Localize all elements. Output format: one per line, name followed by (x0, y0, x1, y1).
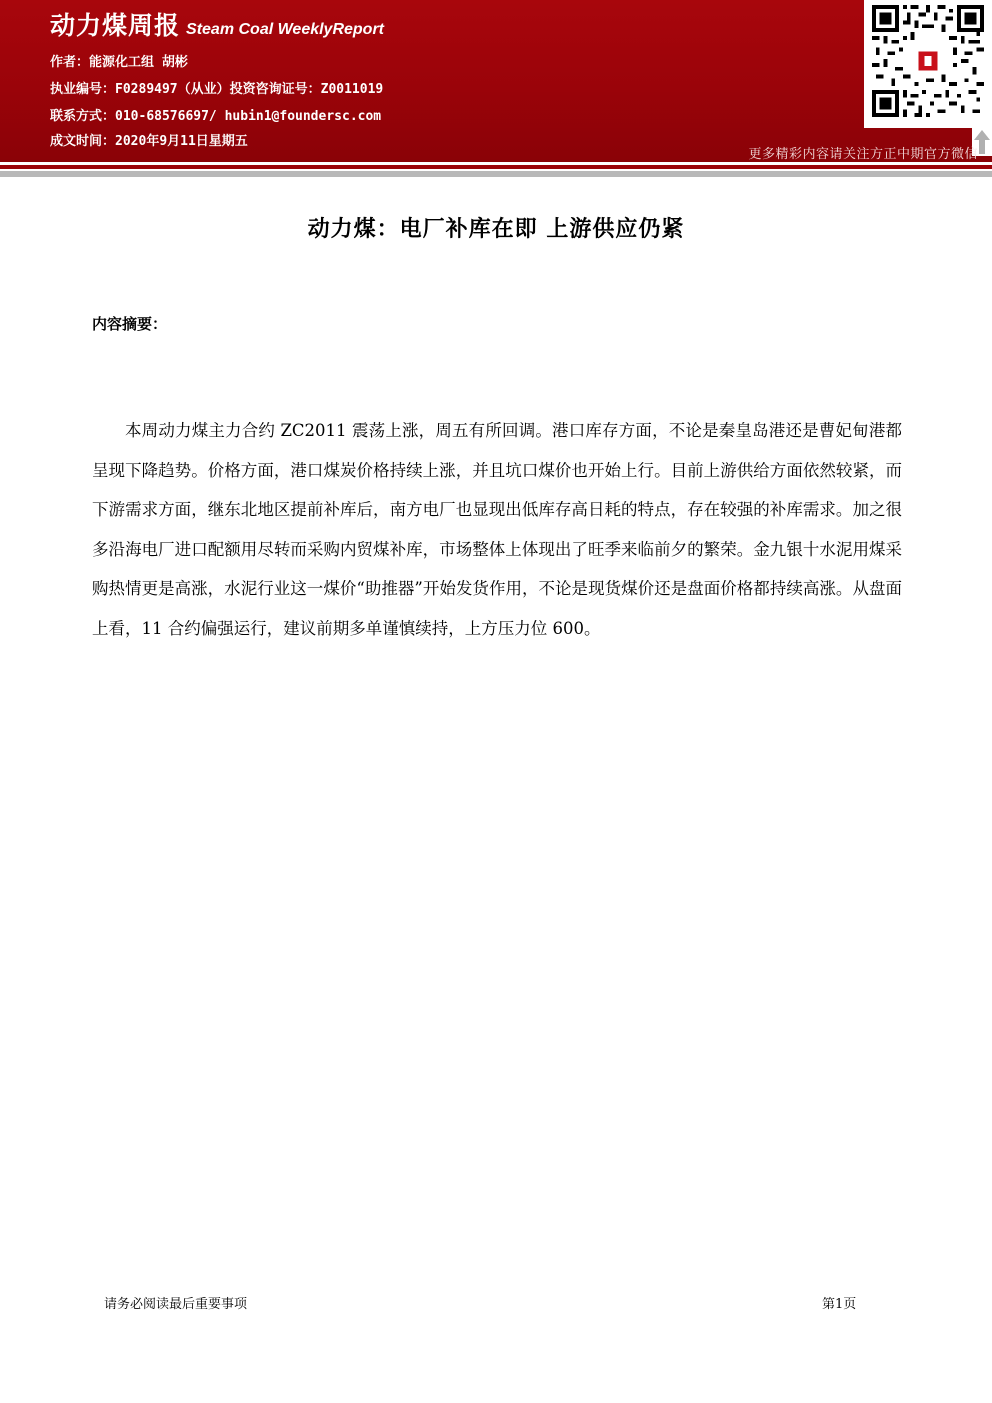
date-label: 成文时间： (50, 134, 116, 149)
report-title-cn: 动力煤周报 (50, 11, 181, 40)
date-value: 2020年9月11日星期五 (115, 134, 248, 149)
page-number: 第1页 (822, 1297, 857, 1312)
contact-label: 联系方式： (50, 109, 116, 124)
license-value: F0289497（从业）投资咨询证号：Z0011019 (115, 82, 384, 97)
qr-code-icon (864, 0, 992, 128)
license-line (50, 80, 383, 100)
summary-heading: 内容摘要： (92, 315, 168, 333)
header-divider (0, 165, 992, 169)
follow-wechat-text: 更多精彩内容请关注方正中期官方微信 (748, 147, 978, 162)
contact-line (50, 107, 381, 127)
author-line (50, 53, 188, 73)
date-line (50, 132, 248, 152)
author-label: 作者： (50, 55, 90, 70)
report-title-en: Steam Coal WeeklyReport (186, 21, 385, 38)
document-title: 动力煤：电厂补库在即 上游供应仍紧 (307, 217, 685, 242)
report-title (50, 8, 384, 44)
report-header (0, 0, 992, 162)
author-value: 能源化工组 胡彬 (89, 55, 188, 70)
summary-paragraph: 本周动力煤主力合约 ZC2011 震荡上涨，周五有所回调。港口库存方面，不论是秦皇岛港还是曹妃甸港都呈现下降趋势。价格方面，港口煤炭价格持续上涨，并且坑口煤价也开始上行。目前上游供给方面依然较紧，而下游需求方面，继东北地区提前补库后，南方电厂也显现出低库存高日耗的特点，存在较强的补库需求。加之很多沿海电厂进口配额用尽转而采购内贸煤补库，市场整体上体现出了旺季来临前夕的繁荣。金九银十水泥用煤采购热情更是高涨，水泥行业这一煤价“助推器”开始发货作用，不论是现货煤价还是盘面价格都持续高涨。从盘面上看，11 合约偏强运行，建议前期多单谨慎续持，上方压力位 600。 (92, 421, 902, 638)
header-shadow-divider (0, 171, 992, 177)
license-label: 执业编号： (50, 82, 116, 97)
contact-value: 010-68576697/ hubin1@foundersc.com (115, 109, 382, 124)
footer-notice: 请务必阅读最后重要事项 (104, 1297, 248, 1312)
